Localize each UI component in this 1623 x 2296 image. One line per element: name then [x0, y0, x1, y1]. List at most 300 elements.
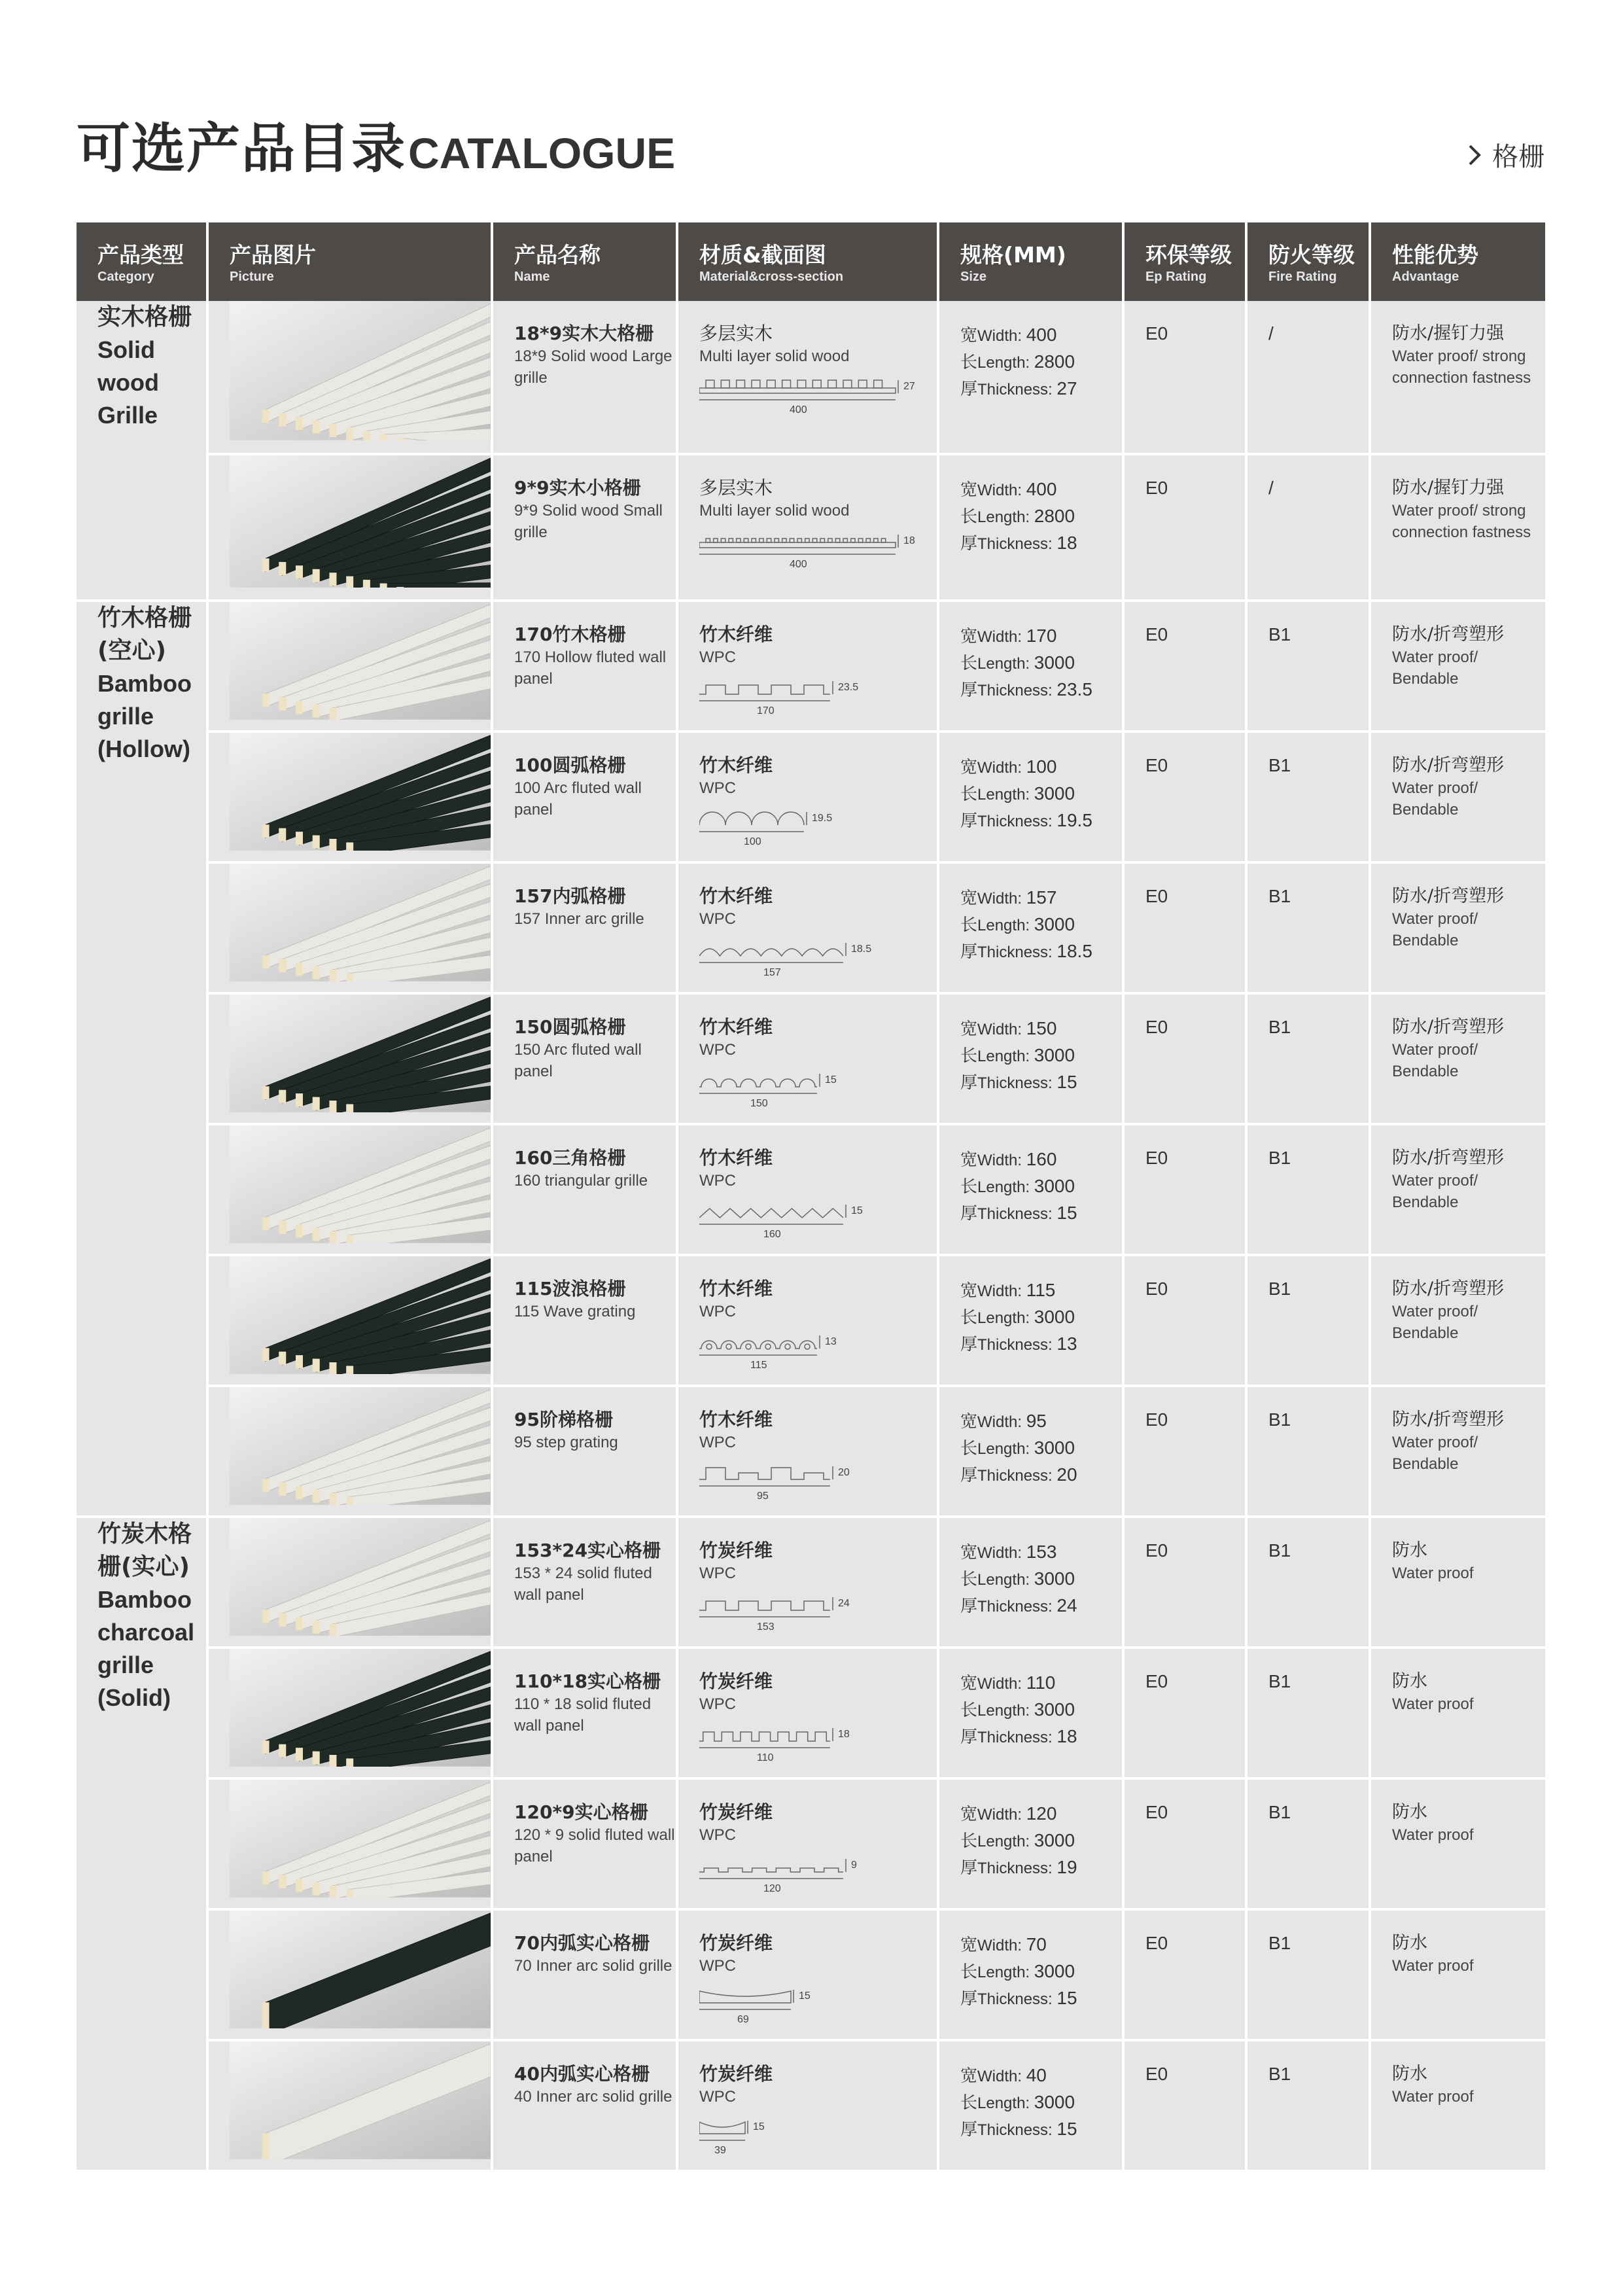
cross-section-width: 157: [763, 967, 781, 978]
cross-section-thickness: 15: [825, 1074, 837, 1086]
cross-section-thickness: 18.5: [851, 944, 872, 955]
size-width: 宽Width: 400: [960, 479, 1057, 500]
material-en: Multi layer solid wood: [699, 347, 850, 365]
product-name-en: 160 triangular grille: [514, 1172, 648, 1190]
size-cell: [939, 301, 1125, 455]
material-cell: [678, 2041, 939, 2172]
material-en: WPC: [699, 2088, 736, 2106]
material-cell: [678, 864, 939, 995]
product-picture: [209, 1649, 493, 1780]
page-title: 可选产品目录: [77, 118, 407, 180]
material-en: WPC: [699, 1172, 736, 1190]
material-en: WPC: [699, 1826, 736, 1844]
product-picture: [209, 301, 493, 455]
size-cell: [939, 733, 1125, 864]
table-row: [77, 1780, 1545, 1911]
product-image: [230, 602, 491, 720]
size-length: 长Length: 3000: [960, 2092, 1075, 2113]
fire-rating-cell: [1248, 1518, 1371, 1649]
ep-rating-cell: [1125, 1780, 1248, 1911]
size-length: 长Length: 3000: [960, 1961, 1075, 1982]
size-length: 长Length: 3000: [960, 1830, 1075, 1851]
page-header: [77, 98, 1544, 183]
advantage-cell: [1371, 1518, 1545, 1649]
material-cell: [678, 1387, 939, 1518]
product-image: [230, 301, 491, 440]
material-cell: [678, 1518, 939, 1649]
fire-rating-cell: [1248, 2041, 1371, 2172]
size-length: 长Length: 3000: [960, 1699, 1075, 1720]
cross-section-thickness: 18: [903, 535, 915, 546]
cross-section-width: 150: [750, 1098, 768, 1109]
ep-rating-cell: [1125, 733, 1248, 864]
cross-section-diagram: [699, 1067, 935, 1113]
advantage-cn: 防水: [1392, 1671, 1427, 1691]
size-length: 长Length: 2800: [960, 351, 1075, 372]
material-en: WPC: [699, 1564, 736, 1582]
product-name-cn: 9*9实木小格栅: [514, 477, 641, 499]
advantage-en: Water proof/ Bendable: [1392, 1434, 1478, 1473]
cross-section-thickness: 24: [838, 1598, 850, 1609]
cross-section-diagram: [699, 528, 935, 574]
table-row: [77, 995, 1545, 1125]
cross-section-thickness: 9: [851, 1860, 857, 1871]
ep-rating: E0: [1145, 1409, 1168, 1430]
product-image: [230, 864, 491, 981]
product-name-en: 153 * 24 solid fluted wall panel: [514, 1564, 652, 1604]
col-header-ep-rating: 环保等级 Ep Rating: [1125, 222, 1248, 301]
size-cell: [939, 1911, 1125, 2041]
table-row: [77, 864, 1545, 995]
table-row: [77, 455, 1545, 602]
fire-rating: B1: [1268, 1671, 1291, 1691]
ep-rating-cell: [1125, 1387, 1248, 1518]
fire-rating: B1: [1268, 1933, 1291, 1953]
size-width: 宽Width: 95: [960, 1411, 1047, 1432]
material-cn: 竹炭纤维: [699, 1670, 773, 1692]
material-cn: 竹木纤维: [699, 885, 773, 907]
cross-section-width: 160: [763, 1229, 781, 1240]
product-name-cn: 150圆弧格栅: [514, 1016, 626, 1038]
product-name-en: 120 * 9 solid fluted wall panel: [514, 1826, 675, 1865]
material-cell: [678, 455, 939, 602]
product-picture: [209, 602, 493, 733]
advantage-en: Water proof/ Bendable: [1392, 1303, 1478, 1342]
cross-section-width: 69: [737, 2014, 749, 2025]
ep-rating: E0: [1145, 624, 1168, 645]
ep-rating-cell: [1125, 602, 1248, 733]
size-cell: [939, 1125, 1125, 1256]
size-length: 长Length: 3000: [960, 1438, 1075, 1458]
material-cn: 竹炭纤维: [699, 2063, 773, 2085]
size-width: 宽Width: 153: [960, 1542, 1057, 1563]
size-thickness: 厚Thickness: 13: [960, 1333, 1077, 1354]
product-image: [230, 1911, 491, 2028]
fire-rating-cell: [1248, 301, 1371, 455]
size-thickness: 厚Thickness: 20: [960, 1464, 1077, 1485]
fire-rating-cell: [1248, 1256, 1371, 1387]
size-thickness: 厚Thickness: 27: [960, 378, 1077, 399]
cross-section-thickness: 13: [825, 1336, 837, 1347]
size-width: 宽Width: 70: [960, 1934, 1047, 1955]
advantage-cn: 防水: [1392, 1540, 1427, 1561]
product-picture: [209, 1518, 493, 1649]
cross-section-thickness: 19.5: [812, 813, 833, 824]
name-cell: [493, 1387, 678, 1518]
col-header-advantage: 性能优势 Advantage: [1371, 222, 1545, 301]
size-width: 宽Width: 170: [960, 626, 1057, 646]
size-cell: [939, 1256, 1125, 1387]
advantage-cell: [1371, 1649, 1545, 1780]
cross-section-width: 170: [757, 705, 775, 716]
advantage-en: Water proof: [1392, 1957, 1474, 1975]
product-picture: [209, 1256, 493, 1387]
cross-section-diagram: [699, 374, 935, 419]
product-name-en: 170 Hollow fluted wall panel: [514, 648, 667, 688]
ep-rating-cell: [1125, 864, 1248, 995]
product-picture: [209, 1125, 493, 1256]
product-name-en: 100 Arc fluted wall panel: [514, 779, 642, 819]
ep-rating: E0: [1145, 478, 1168, 498]
product-picture: [209, 1387, 493, 1518]
fire-rating: B1: [1268, 1148, 1291, 1168]
advantage-en: Water proof/ strong connection fastness: [1392, 502, 1531, 541]
name-cell: [493, 1780, 678, 1911]
cross-section-diagram: [699, 1722, 935, 1767]
fire-rating: B1: [1268, 2064, 1291, 2084]
advantage-cell: [1371, 1911, 1545, 2041]
page-title-en: CATALOGUE: [408, 129, 676, 177]
name-cell: [493, 1649, 678, 1780]
size-width: 宽Width: 150: [960, 1018, 1057, 1039]
material-cn: 竹木纤维: [699, 1409, 773, 1430]
ep-rating: E0: [1145, 755, 1168, 775]
size-cell: [939, 995, 1125, 1125]
name-cell: [493, 2041, 678, 2172]
cross-section-diagram: [699, 675, 935, 720]
ep-rating-cell: [1125, 1911, 1248, 2041]
material-cell: [678, 1125, 939, 1256]
material-cn: 竹木纤维: [699, 1016, 773, 1038]
advantage-cn: 防水/折弯塑形: [1392, 1279, 1505, 1299]
advantage-cn: 防水: [1392, 1933, 1427, 1953]
material-cn: 多层实木: [699, 323, 773, 344]
chevron-right-icon: [1463, 139, 1487, 171]
product-picture: [209, 733, 493, 864]
cross-section-width: 120: [763, 1883, 781, 1894]
material-cn: 竹木纤维: [699, 1147, 773, 1169]
material-en: WPC: [699, 1041, 736, 1059]
advantage-cell: [1371, 2041, 1545, 2172]
size-length: 长Length: 3000: [960, 1045, 1075, 1066]
table-header-row: [77, 222, 1545, 301]
fire-rating-cell: [1248, 733, 1371, 864]
name-cell: [493, 301, 678, 455]
product-image: [230, 455, 491, 588]
size-cell: [939, 2041, 1125, 2172]
advantage-cn: 防水/折弯塑形: [1392, 1409, 1505, 1430]
product-name-cn: 120*9实心格栅: [514, 1801, 648, 1823]
fire-rating-cell: [1248, 995, 1371, 1125]
size-cell: [939, 864, 1125, 995]
size-length: 长Length: 3000: [960, 1568, 1075, 1589]
product-name-cn: 100圆弧格栅: [514, 754, 626, 776]
size-width: 宽Width: 400: [960, 325, 1057, 345]
size-length: 长Length: 3000: [960, 1176, 1075, 1197]
category-name-cn: 竹炭木格栅(实心): [97, 1521, 192, 1580]
advantage-cell: [1371, 301, 1545, 455]
advantage-en: Water proof/ Bendable: [1392, 910, 1478, 949]
material-en: Multi layer solid wood: [699, 502, 850, 520]
advantage-en: Water proof: [1392, 1695, 1474, 1713]
product-image: [230, 2041, 491, 2159]
advantage-cell: [1371, 602, 1545, 733]
table-row: [77, 1911, 1545, 2041]
size-thickness: 厚Thickness: 15: [960, 1988, 1077, 2009]
fire-rating-cell: [1248, 1911, 1371, 2041]
material-cell: [678, 301, 939, 455]
fire-rating: B1: [1268, 1017, 1291, 1037]
cross-section-width: 153: [757, 1621, 775, 1633]
cross-section-diagram: [699, 1591, 935, 1636]
table-row: [77, 301, 1545, 455]
category-name-en: Bamboo charcoal grille (Solid): [97, 1586, 195, 1711]
cross-section-diagram: [699, 1329, 935, 1375]
cross-section-width: 95: [757, 1491, 769, 1502]
size-width: 宽Width: 160: [960, 1149, 1057, 1170]
col-header-fire-rating: 防火等级 Fire Rating: [1248, 222, 1371, 301]
cross-section-diagram: [699, 805, 935, 851]
product-name-cn: 157内弧格栅: [514, 885, 626, 907]
advantage-cell: [1371, 1387, 1545, 1518]
size-width: 宽Width: 40: [960, 2065, 1047, 2086]
cross-section-diagram: [699, 936, 935, 982]
advantage-cn: 防水/握钉力强: [1392, 323, 1505, 344]
product-picture: [209, 1780, 493, 1911]
product-picture: [209, 864, 493, 995]
size-cell: [939, 1780, 1125, 1911]
size-thickness: 厚Thickness: 15: [960, 2119, 1077, 2140]
material-cell: [678, 1649, 939, 1780]
product-picture: [209, 455, 493, 602]
advantage-cell: [1371, 864, 1545, 995]
cross-section-diagram: [699, 1983, 935, 2029]
category-cell: [77, 301, 209, 602]
category-cell: [77, 1518, 209, 2172]
breadcrumb[interactable]: [1463, 136, 1544, 173]
ep-rating-cell: [1125, 301, 1248, 455]
name-cell: [493, 995, 678, 1125]
size-cell: [939, 455, 1125, 602]
size-length: 长Length: 3000: [960, 914, 1075, 935]
advantage-en: Water proof/ Bendable: [1392, 779, 1478, 819]
material-cn: 竹炭纤维: [699, 1801, 773, 1823]
size-width: 宽Width: 157: [960, 887, 1057, 908]
name-cell: [493, 1518, 678, 1649]
ep-rating-cell: [1125, 1125, 1248, 1256]
product-name-cn: 18*9实木大格栅: [514, 323, 654, 344]
size-length: 长Length: 2800: [960, 506, 1075, 527]
product-name-cn: 110*18实心格栅: [514, 1670, 661, 1692]
cross-section-thickness: 15: [753, 2121, 765, 2132]
material-cn: 竹炭纤维: [699, 1540, 773, 1561]
name-cell: [493, 602, 678, 733]
advantage-cn: 防水: [1392, 1802, 1427, 1822]
advantage-cn: 防水/折弯塑形: [1392, 624, 1505, 645]
category-name-cn: 实木格栅: [97, 304, 192, 330]
product-image: [230, 1256, 491, 1374]
cross-section-thickness: 18: [838, 1729, 850, 1740]
product-name-cn: 170竹木格栅: [514, 624, 626, 645]
table-row: [77, 1256, 1545, 1387]
advantage-cn: 防水/折弯塑形: [1392, 886, 1505, 906]
size-cell: [939, 602, 1125, 733]
product-name-en: 18*9 Solid wood Large grille: [514, 347, 672, 387]
advantage-cell: [1371, 733, 1545, 864]
size-width: 宽Width: 120: [960, 1803, 1057, 1824]
product-name-cn: 153*24实心格栅: [514, 1540, 661, 1561]
material-en: WPC: [699, 648, 736, 666]
material-cn: 竹木纤维: [699, 624, 773, 645]
name-cell: [493, 733, 678, 864]
product-name-en: 40 Inner arc solid grille: [514, 2088, 672, 2106]
breadcrumb-label: 格栅: [1492, 142, 1544, 172]
ep-rating-cell: [1125, 1518, 1248, 1649]
product-image: [230, 1518, 491, 1636]
advantage-cell: [1371, 995, 1545, 1125]
cross-section-thickness: 15: [799, 1990, 811, 2002]
fire-rating-cell: [1248, 1387, 1371, 1518]
ep-rating-cell: [1125, 1649, 1248, 1780]
product-name-en: 157 Inner arc grille: [514, 910, 644, 928]
cross-section-width: 115: [750, 1360, 767, 1371]
advantage-en: Water proof: [1392, 1564, 1474, 1582]
ep-rating: E0: [1145, 323, 1168, 344]
material-en: WPC: [699, 910, 736, 928]
size-length: 长Length: 3000: [960, 1307, 1075, 1328]
advantage-cn: 防水/折弯塑形: [1392, 755, 1505, 775]
table-row: [77, 1649, 1545, 1780]
size-cell: [939, 1649, 1125, 1780]
size-thickness: 厚Thickness: 23.5: [960, 679, 1092, 700]
name-cell: [493, 1256, 678, 1387]
fire-rating: B1: [1268, 1409, 1291, 1430]
material-cell: [678, 1911, 939, 2041]
size-cell: [939, 1387, 1125, 1518]
size-thickness: 厚Thickness: 19.5: [960, 810, 1092, 831]
cross-section-thickness: 20: [838, 1467, 850, 1478]
material-cn: 竹木纤维: [699, 754, 773, 776]
advantage-cn: 防水/折弯塑形: [1392, 1148, 1505, 1168]
category-cell: [77, 602, 209, 1518]
product-image: [230, 1649, 491, 1767]
fire-rating: B1: [1268, 1279, 1291, 1299]
ep-rating: E0: [1145, 1017, 1168, 1037]
advantage-cn: 防水/握钉力强: [1392, 478, 1505, 498]
col-header-picture: 产品图片 Picture: [209, 222, 493, 301]
size-thickness: 厚Thickness: 15: [960, 1203, 1077, 1224]
size-thickness: 厚Thickness: 15: [960, 1072, 1077, 1093]
size-width: 宽Width: 100: [960, 756, 1057, 777]
advantage-en: Water proof/ Bendable: [1392, 648, 1478, 688]
material-en: WPC: [699, 1434, 736, 1451]
material-cn: 竹炭纤维: [699, 1932, 773, 1954]
product-image: [230, 995, 491, 1112]
fire-rating-cell: [1248, 864, 1371, 995]
cross-section-diagram: [699, 1852, 935, 1898]
col-header-category: 产品类型 Category: [77, 222, 209, 301]
advantage-en: Water proof/ Bendable: [1392, 1172, 1478, 1211]
cross-section-width: 400: [790, 404, 807, 415]
cross-section-width: 39: [714, 2145, 726, 2156]
name-cell: [493, 1911, 678, 2041]
cross-section-width: 100: [744, 836, 761, 847]
cross-section-thickness: 23.5: [838, 682, 859, 693]
material-en: WPC: [699, 1303, 736, 1320]
table-row: [77, 1125, 1545, 1256]
ep-rating: E0: [1145, 886, 1168, 906]
material-cn: 多层实木: [699, 477, 773, 499]
material-cell: [678, 602, 939, 733]
category-name-cn: 竹木格栅(空心): [97, 605, 192, 664]
table-row: [77, 602, 1545, 733]
ep-rating-cell: [1125, 455, 1248, 602]
product-name-cn: 115波浪格栅: [514, 1278, 626, 1299]
material-cell: [678, 995, 939, 1125]
fire-rating-cell: [1248, 1780, 1371, 1911]
cross-section-width: 400: [790, 559, 807, 570]
cross-section-thickness: 15: [851, 1205, 863, 1216]
fire-rating-cell: [1248, 455, 1371, 602]
product-name-en: 110 * 18 solid fluted wall panel: [514, 1695, 652, 1735]
ep-rating-cell: [1125, 995, 1248, 1125]
fire-rating: B1: [1268, 1802, 1291, 1822]
catalogue-table: [77, 222, 1545, 2172]
cross-section-diagram: [699, 1198, 935, 1244]
advantage-en: Water proof: [1392, 2088, 1474, 2106]
table-row: [77, 1387, 1545, 1518]
size-length: 长Length: 3000: [960, 652, 1075, 673]
advantage-cell: [1371, 1125, 1545, 1256]
ep-rating: E0: [1145, 1802, 1168, 1822]
product-name-en: 9*9 Solid wood Small grille: [514, 502, 663, 541]
size-thickness: 厚Thickness: 18.5: [960, 941, 1092, 962]
size-length: 长Length: 3000: [960, 783, 1075, 804]
material-cn: 竹木纤维: [699, 1278, 773, 1299]
advantage-cell: [1371, 1780, 1545, 1911]
fire-rating-cell: [1248, 1649, 1371, 1780]
advantage-en: Water proof/ strong connection fastness: [1392, 347, 1531, 387]
advantage-cell: [1371, 455, 1545, 602]
category-name-en: Bamboo grille (Hollow): [97, 670, 192, 762]
product-image: [230, 1780, 491, 1898]
table-row: [77, 733, 1545, 864]
size-width: 宽Width: 110: [960, 1672, 1056, 1693]
material-en: WPC: [699, 779, 736, 797]
fire-rating: B1: [1268, 624, 1291, 645]
col-header-name: 产品名称 Name: [493, 222, 678, 301]
table-row: [77, 1518, 1545, 1649]
category-name-en: Solid wood Grille: [97, 336, 159, 429]
product-name-cn: 40内弧实心格栅: [514, 2063, 650, 2085]
product-image: [230, 1387, 491, 1505]
size-thickness: 厚Thickness: 19: [960, 1857, 1077, 1878]
fire-rating: B1: [1268, 755, 1291, 775]
col-header-size: 规格(MM) Size: [939, 222, 1125, 301]
product-image: [230, 733, 491, 851]
size-thickness: 厚Thickness: 18: [960, 1726, 1077, 1747]
advantage-en: Water proof: [1392, 1826, 1474, 1844]
